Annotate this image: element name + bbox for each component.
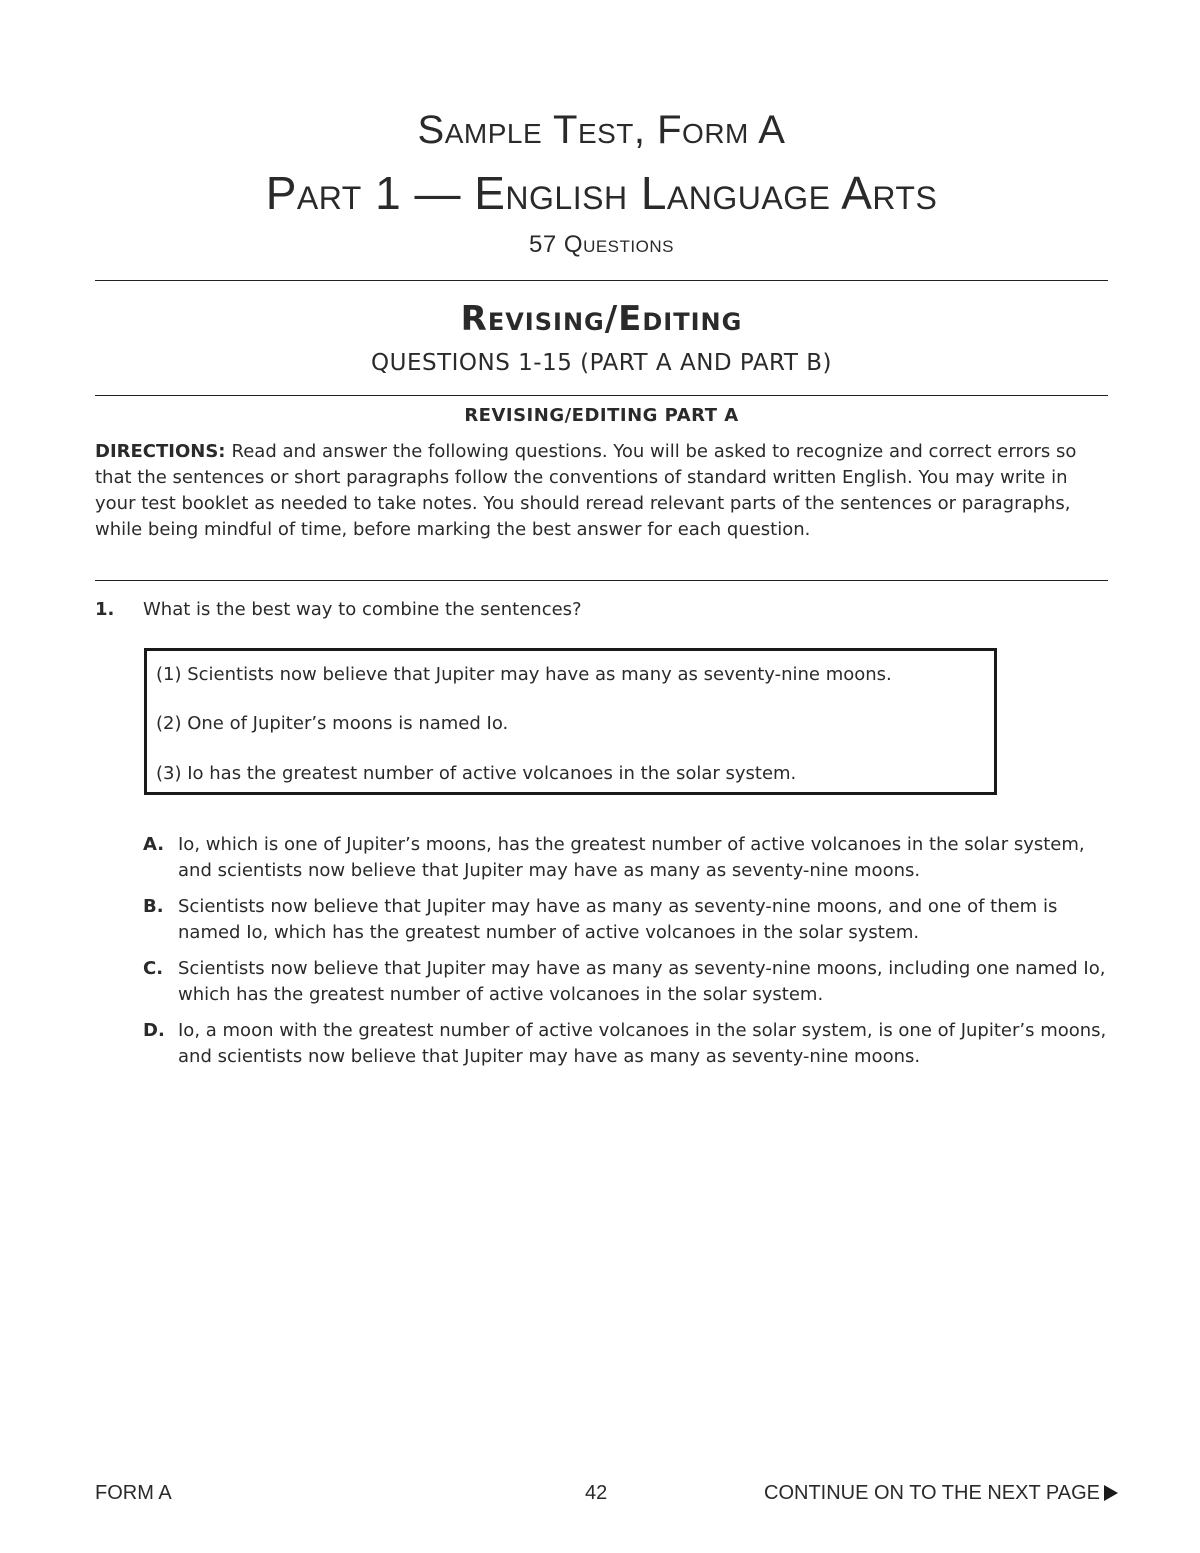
divider-top — [95, 280, 1108, 281]
page-number: 42 — [585, 1482, 608, 1504]
answer-option-a[interactable] — [95, 832, 1108, 884]
answer-option-d[interactable] — [95, 1018, 1108, 1070]
directions-label: DIRECTIONS: — [95, 441, 226, 462]
footer-form-label: FORM A — [95, 1482, 172, 1504]
section-subtitle: QUESTIONS 1-15 (PART A AND PART B) — [371, 350, 832, 376]
option-text: Io, a moon with the greatest number of active volcanoes in the solar system, is one of Jupiter’s moons, and scientists now believe that Jupiter may have as many as seventy-nine moons. — [178, 1020, 1107, 1067]
sentence-3: (3) Io has the greatest number of active volcanoes in the solar system. — [156, 763, 797, 784]
sentence-1: (1) Scientists now believe that Jupiter may have as many as seventy-nine moons. — [156, 664, 892, 685]
option-letter: A. — [143, 834, 165, 855]
question-prompt — [95, 597, 1108, 623]
directions-block — [95, 439, 1108, 543]
test-title: Sample Test, Form A — [417, 108, 786, 152]
question-number: 1. — [95, 599, 115, 620]
directions-text: Read and answer the following questions. You will be asked to recognize and correct errors so that the sentences or short paragraphs follow the conventions of standard written English. You may write in your test booklet as needed to take notes. You should reread relevant parts of the sentences or paragraphs, while being mindful of time, before marking the best answer for each question. — [95, 441, 1077, 540]
option-text: Io, which is one of Jupiter’s moons, has the greatest number of active volcanoes in the solar system, and scientists now believe that Jupiter may have as many as seventy-nine moons. — [178, 834, 1085, 881]
option-text: Scientists now believe that Jupiter may have as many as seventy-nine moons, including one named Io, which has the greatest number of active volcanoes in the solar system. — [178, 958, 1106, 1005]
sentences-box — [144, 648, 997, 795]
continue-notice — [764, 1480, 1118, 1506]
option-letter: B. — [143, 896, 164, 917]
continue-text: CONTINUE ON TO THE NEXT PAGE — [764, 1482, 1100, 1504]
answer-option-b[interactable] — [95, 894, 1108, 946]
right-triangle-arrow-icon — [1104, 1485, 1118, 1501]
section-title: Revising/Editing — [460, 299, 743, 339]
test-page — [95, 0, 1108, 1553]
part-title: Part 1 — English Language Arts — [265, 167, 938, 219]
part-heading: REVISING/EDITING PART A — [464, 405, 739, 426]
question-count: 57 Questions — [529, 231, 674, 258]
question-text: What is the best way to combine the sentences? — [143, 599, 582, 620]
option-letter: C. — [143, 958, 164, 979]
sentence-2: (2) One of Jupiter’s moons is named Io. — [156, 713, 509, 734]
answer-options — [95, 832, 1108, 1080]
divider-bottom — [95, 580, 1108, 581]
answer-option-c[interactable] — [95, 956, 1108, 1008]
option-text: Scientists now believe that Jupiter may have as many as seventy-nine moons, and one of them is named Io, which has the greatest number of active volcanoes in the solar system. — [178, 896, 1058, 943]
divider-middle — [95, 395, 1108, 396]
option-letter: D. — [143, 1020, 165, 1041]
